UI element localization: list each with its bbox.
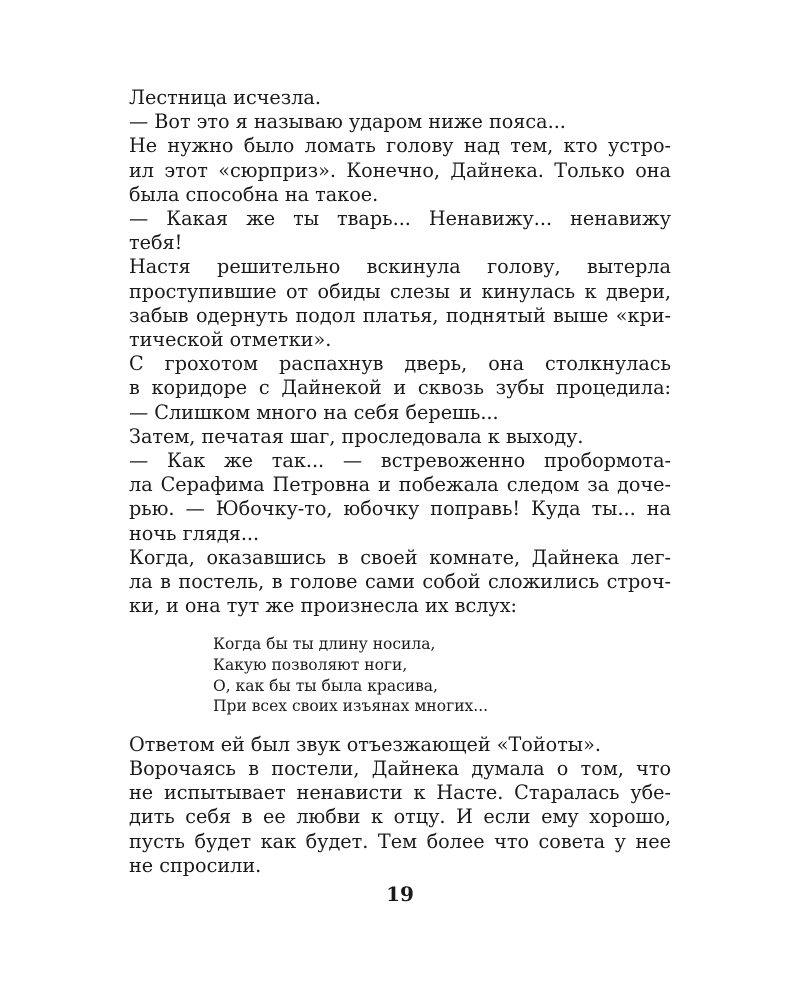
text-line: в коридоре с Дайнекой и сквозь зубы процедила: [129,376,671,400]
text-line: Ответом ей был звук отъезжающей «Тойоты». [129,732,601,756]
text-line: Не нужно было ломать голову над тем, кто устро- [129,134,671,158]
text-line: — Слишком много на себя берешь... [129,400,499,424]
text-line: Когда, оказавшись в своей комнате, Дайнека лег- [129,545,671,569]
text-line: ки, и она тут же произнесла их вслух: [129,594,517,618]
spacer [129,717,671,733]
text-line: С грохотом распахнув дверь, она столкнулась [129,352,671,376]
text-line: ла в постель, в голове сами собой сложились строч- [129,570,671,594]
paragraphs-before-poem [129,86,671,618]
text-line: была способна на такое. [129,182,379,206]
poem [213,634,671,716]
text-line: тебя! [129,231,183,255]
poem-line: О, как бы ты была красива, [213,676,438,695]
body-text [129,86,671,878]
text-line: Затем, печатая шаг, проследовала к выходу. [129,424,584,448]
text-line: Настя решительно вскинула голову, вытерла [129,255,671,279]
text-line: ла Серафима Петровна и побежала следом за доче- [129,473,671,497]
text-line: не испытывает ненависти к Насте. Старалась убе- [129,781,671,805]
poem-line: Какую позволяют ноги, [213,656,408,675]
text-line: проступившие от обиды слезы и кинулась к двери, [129,279,671,303]
text-line: Ворочаясь в постели, Дайнека думала о том, что [129,757,671,781]
page-number: 19 [386,882,414,906]
spacer [129,618,671,634]
paragraphs-after-poem [129,733,671,878]
text-line: — Вот это я называю ударом ниже пояса... [129,110,566,134]
text-line: рью. — Юбочку-то, юбочку поправь! Куда ты... на [129,497,671,521]
poem-line: При всех своих изъянах многих... [213,697,489,716]
poem-line: Когда бы ты длину носила, [213,635,436,654]
text-line: не спросили. [129,853,262,877]
text-line: дить себя в ее любви к отцу. И если ему хорошо, [129,805,671,829]
text-line: пусть будет как будет. Тем более что совета у нее [129,829,671,853]
text-line: забыв одернуть подол платья, поднятый выше «кри- [129,303,671,327]
text-line: — Какая же ты тварь... Ненавижу... ненавижу [129,207,671,231]
text-line: Лестница исчезла. [129,86,321,109]
text-line: — Как же так... — встревоженно пробормота- [129,449,671,473]
text-line: тической отметки». [129,328,332,352]
text-line: ил этот «сюрприз». Конечно, Дайнека. Только она [129,158,671,182]
text-line: ночь глядя... [129,521,260,545]
